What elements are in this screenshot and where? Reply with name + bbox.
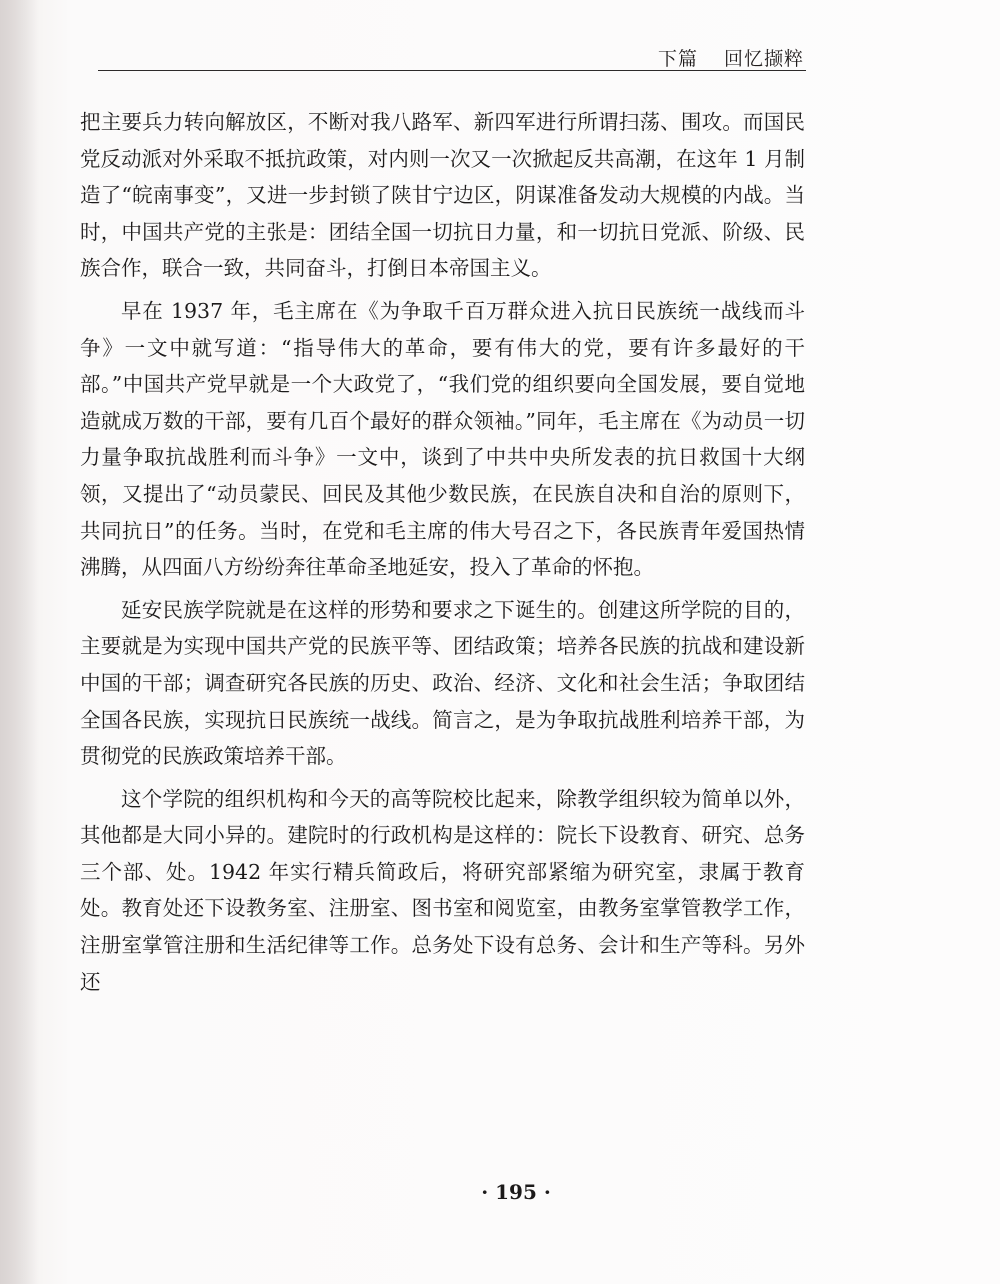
running-header (658, 44, 804, 71)
paragraph-2: 早在 1937 年，毛主席在《为争取千百万群众进入抗日民族统一战线而斗争》一文中就写道：“指导伟大的革命，要有伟大的党，要有许多最好的干部。”中国共产党早就是一个大政党了，“我们党的组织要向全国发展，要自觉地造就成万数的干部，要有几百个最好的群众领袖。”同年，毛主席在《为动员一切力量争取抗战胜利而斗争》一文中，谈到了中共中央所发表的抗日救国十大纲领，又提出了“动员蒙民、回民及其他少数民族，在民族自决和自治的原则下，共同抗日”的任务。当时，在党和毛主席的伟大号召之下，各民族青年爱国热情沸腾，从四面八方纷纷奔往革命圣地延安，投入了革命的怀抱。 (80, 298, 805, 580)
paragraph-3: 延安民族学院就是在这样的形势和要求之下诞生的。创建这所学院的目的，主要就是为实现中国共产党的民族平等、团结政策；培养各民族的抗战和建设新中国的干部；调查研究各民族的历史、政治、经济、文化和社会生活；争取团结全国各民族，实现抗日民族统一战线。简言之，是为争取抗战胜利培养干部，为贯彻党的民族政策培养干部。 (80, 597, 805, 769)
body-text (80, 104, 805, 1000)
header-chapter: 下篇 (657, 48, 698, 70)
page-spine-shadow (0, 0, 38, 1284)
header-rule (98, 70, 806, 71)
paragraph-1: 把主要兵力转向解放区，不断对我八路军、新四军进行所谓扫荡、围攻。而国民党反动派对外采取不抵抗政策，对内则一次又一次掀起反共高潮，在这年 1 月制造了“皖南事变”，又进一步封锁了陕甘宁边区，阴谋准备发动大规模的内战。当时，中国共产党的主张是：团结全国一切抗日力量，和一切抗日党派、阶级、民族合作，联合一致，共同奋斗，打倒日本帝国主义。 (80, 110, 805, 281)
page-number: · 195 · (481, 1180, 551, 1204)
paragraph-4: 这个学院的组织机构和今天的高等院校比起来，除教学组织较为简单以外，其他都是大同小异的。建院时的行政机构是这样的：院长下设教育、研究、总务三个部、处。1942 年实行精兵简政后，将研究部紧缩为研究室，隶属于教育处。教育处还下设教务室、注册室、图书室和阅览室，由教务室掌管教学工作，注册室掌管注册和生活纪律等工作。总务处下设有总务、会计和生产等科。另外还 (80, 786, 805, 994)
header-section: 回忆撷粹 (723, 48, 804, 70)
